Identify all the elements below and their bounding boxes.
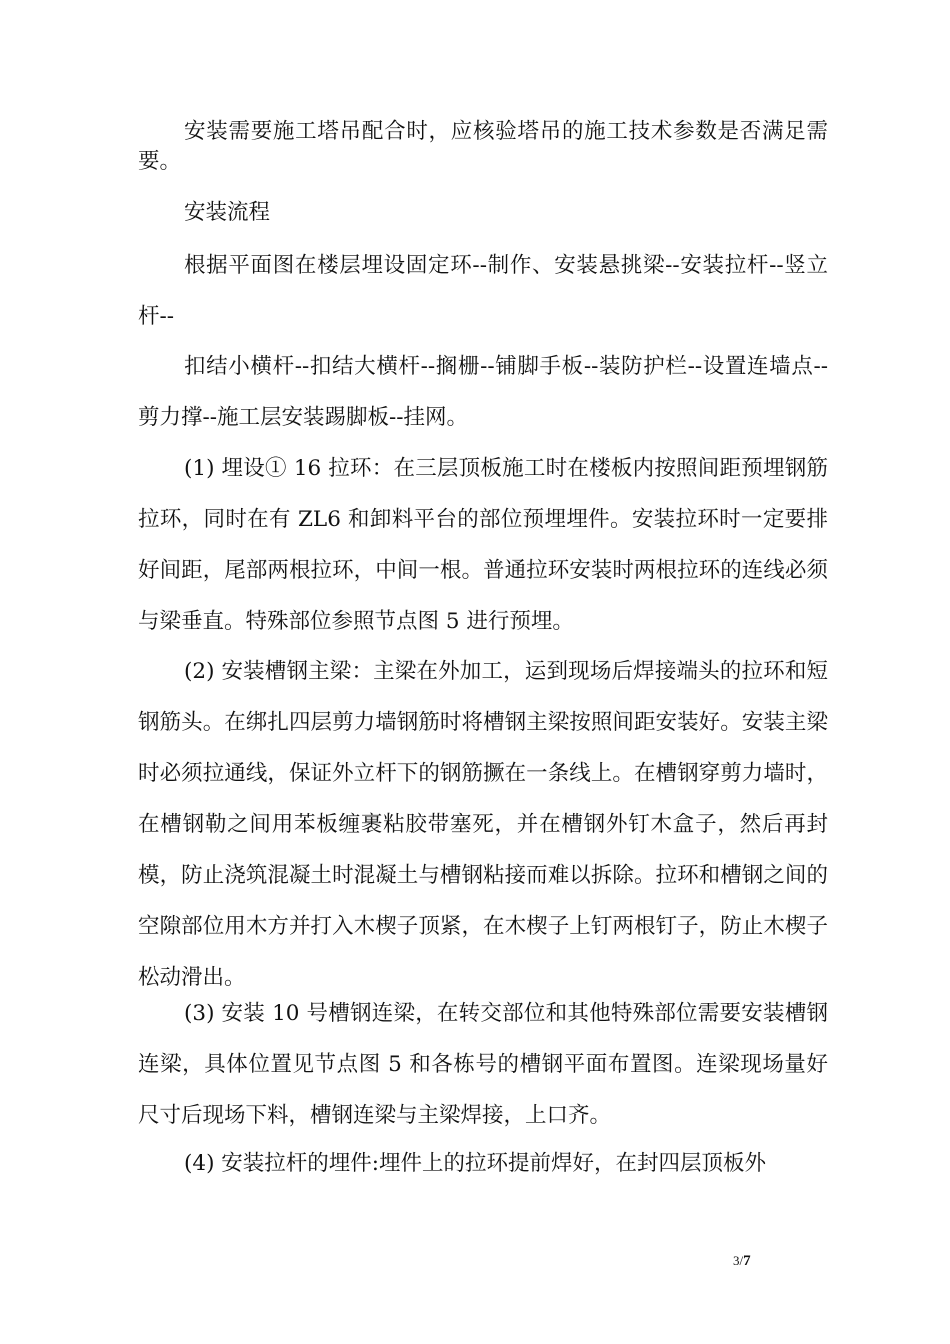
paragraph-flow-part1: 根据平面图在楼层埋设固定环--制作、安装悬挑梁--安装拉杆--竖立杆-- xyxy=(138,253,828,329)
paragraph-step-1: (1) 埋设① 16 拉环：在三层顶板施工时在楼板内按照间距预埋钢筋拉环，同时在有 ZL6 和卸料平台的部位预埋埋件。安装拉环时一定要排好间距，尾部两根拉环，中间一根。普通拉环安装时两根拉环的连线必须与梁垂直。特殊部位参照节点图 5 进行预埋。 xyxy=(138,456,828,634)
paragraph-step-3: (3) 安装 10 号槽钢连梁，在转交部位和其他特殊部位需要安装槽钢连梁，具体位置见节点图 5 和各栋号的槽钢平面布置图。连梁现场量好尺寸后现场下料，槽钢连梁与主梁焊接，上口齐。 xyxy=(138,1001,828,1128)
paragraph-tower-crane: 安装需要施工塔吊配合时，应核验塔吊的施工技术参数是否满足需要。 xyxy=(138,119,828,174)
page-number xyxy=(733,1253,751,1270)
page-number-total: 7 xyxy=(743,1253,751,1269)
paragraph-step-4: (4) 安装拉杆的埋件:埋件上的拉环提前焊好，在封四层顶板外 xyxy=(184,1151,767,1176)
paragraph-step-2: (2) 安装槽钢主梁：主梁在外加工，运到现场后焊接端头的拉环和短钢筋头。在绑扎四层剪力墙钢筋时将槽钢主梁按照间距安装好。安装主梁时必须拉通线，保证外立杆下的钢筋撅在一条线上。在槽钢穿剪力墙时，在槽钢勒之间用苯板缠裹粘胶带塞死，并在槽钢外钉木盒子，然后再封模，防止浇筑混凝土时混凝土与槽钢粘接而难以拆除。拉环和槽钢之间的空隙部位用木方并打入木楔子顶紧，在木楔子上钉两根钉子，防止木楔子松动滑出。 xyxy=(138,659,828,990)
page-number-current: 3/ xyxy=(733,1253,744,1268)
paragraph-flow-part2: 扣结小横杆--扣结大横杆--搁栅--铺脚手板--装防护栏--设置连墙点--剪力撑--施工层安装踢脚板--挂网。 xyxy=(138,354,828,430)
paragraph-heading-install-flow: 安装流程 xyxy=(184,200,271,225)
